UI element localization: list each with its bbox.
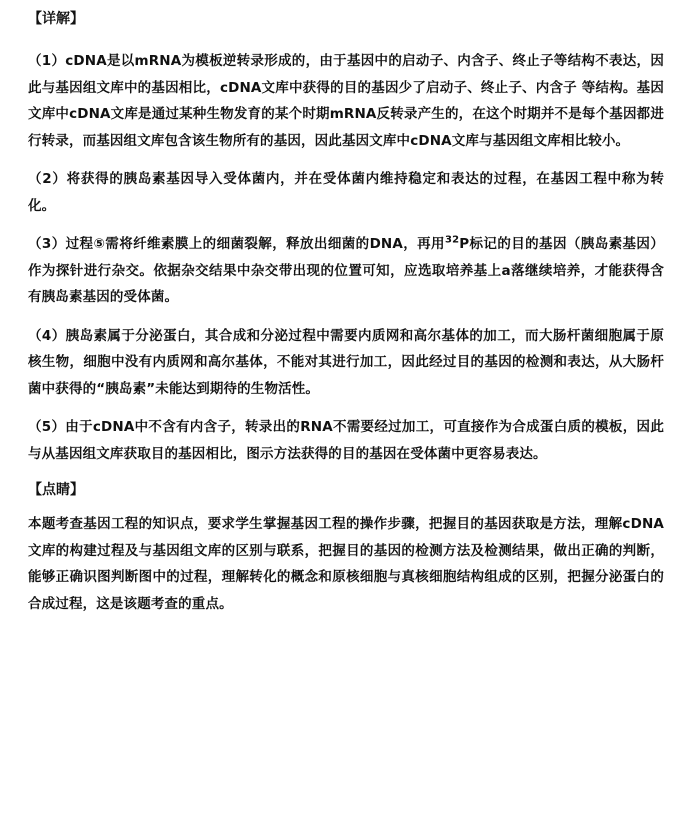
detail-heading: 【详解】 [28, 11, 84, 27]
p3-superscript: 32 [444, 234, 460, 246]
detail-paragraph-3 [28, 231, 664, 311]
detail-paragraph-5: （5）由于cDNA中不含有内含子，转录出的RNA不需要经过加工，可直接作为合成蛋白质的模板，因此与从基因组文库获取目的基因相比，图示方法获得的目的基因在受体菌中更容易表达。 [28, 419, 664, 462]
detail-paragraph-2: （2）将获得的胰岛素基因导入受体菌内，并在受体菌内维持稳定和表达的过程，在基因工程中称为转化。 [28, 171, 664, 214]
p3-text-after: P标记的目的基因（胰岛素基因）作为探针进行杂交。依据杂交结果中杂交带出现的位置可知，应选取培养基上a落继续培养，才能获得含有胰岛素基因的受体菌。 [28, 236, 664, 305]
detail-paragraph-4: （4）胰岛素属于分泌蛋白，其合成和分泌过程中需要内质网和高尔基体的加工，而大肠杆菌细胞属于原核生物，细胞中没有内质网和高尔基体，不能对其进行加工，因此经过目的基因的检测和表达，从大肠杆菌中获得的“胰岛素”未能达到期待的生物活性。 [28, 327, 664, 397]
comment-paragraph: 本题考查基因工程的知识点，要求学生掌握基因工程的操作步骤，把握目的基因获取是方法，理解cDNA文库的构建过程及与基因组文库的区别与联系，把握目的基因的检测方法及检测结果，做出正确的判断，能够正确识图判断图中的过程，理解转化的概念和原核细胞与真核细胞结构组成的区别，把握分泌蛋白的合成过程，这是该题考查的重点。 [28, 516, 664, 612]
p3-text-before: （3）过程⑤需将纤维素膜上的细菌裂解，释放出细菌的DNA，再用 [28, 236, 445, 252]
comment-heading: 【点睛】 [28, 482, 84, 498]
detail-paragraph-1: （1）cDNA是以mRNA为模板逆转录形成的，由于基因中的启动子、内含子、终止子等结构不表达，因此与基因组文库中的基因相比，cDNA文库中获得的目的基因少了启动子、终止子、内含子 等结构。基因文库中cDNA文库是通过某种生物发育的某个时期mRNA反转录产生的，在这个时期并不是每个基因都进行转录，而基因组文库包含该生物所有的基因，因此基因文库中cDNA文库与基因组文库相比较小。 [28, 53, 664, 149]
